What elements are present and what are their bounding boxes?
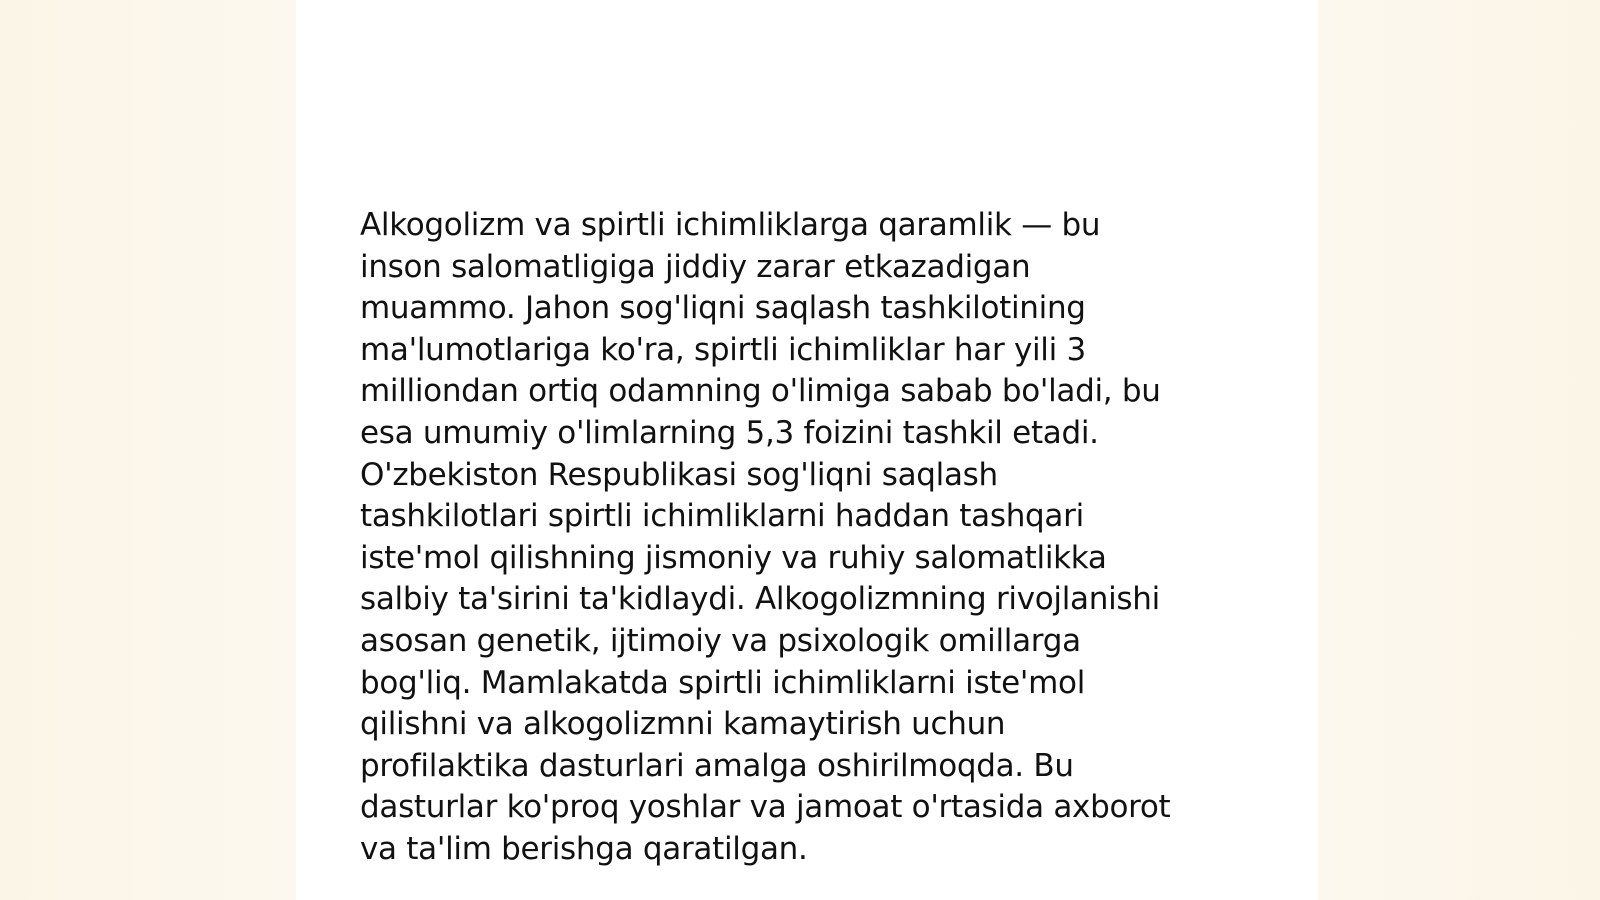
paragraph-line: ma'lumotlariga ko'ra, spirtli ichimliklar har yili 3 <box>360 331 1086 368</box>
paragraph-line: bog'liq. Mamlakatda spirtli ichimliklarni iste'mol <box>360 664 1086 701</box>
paragraph-line: muammo. Jahon sog'liqni saqlash tashkilotining <box>360 290 1086 327</box>
paragraph-line: salbiy ta'sirini ta'kidlaydi. Alkogolizmning rivojlanishi <box>360 581 1160 618</box>
document-paragraph <box>360 205 1240 871</box>
paragraph-line: asosan genetik, ijtimoiy va psixologik omillarga <box>360 622 1081 659</box>
paragraph-line: tashkilotlari spirtli ichimliklarni haddan tashqari <box>360 498 1084 535</box>
paragraph-line: iste'mol qilishning jismoniy va ruhiy salomatlikka <box>360 539 1107 576</box>
document-page <box>296 0 1318 900</box>
paragraph-line: dasturlar ko'proq yoshlar va jamoat o'rtasida axborot <box>360 789 1171 826</box>
left-margin-background <box>0 0 296 900</box>
paragraph-line: qilishni va alkogolizmni kamaytirish uchun <box>360 706 1006 743</box>
right-margin-background <box>1318 0 1600 900</box>
paragraph-line: O'zbekiston Respublikasi sog'liqni saqlash <box>360 456 998 493</box>
paragraph-line: milliondan ortiq odamning o'limiga sabab bo'ladi, bu <box>360 373 1161 410</box>
paragraph-line: esa umumiy o'limlarning 5,3 foizini tashkil etadi. <box>360 414 1099 451</box>
paragraph-line: Alkogolizm va spirtli ichimliklarga qaramlik — bu <box>360 207 1101 243</box>
paragraph-line: profilaktika dasturlari amalga oshirilmoqda. Bu <box>360 747 1074 784</box>
paragraph-line: va ta'lim berishga qaratilgan. <box>360 830 808 867</box>
paragraph-line: inson salomatligiga jiddiy zarar etkazadigan <box>360 248 1031 285</box>
